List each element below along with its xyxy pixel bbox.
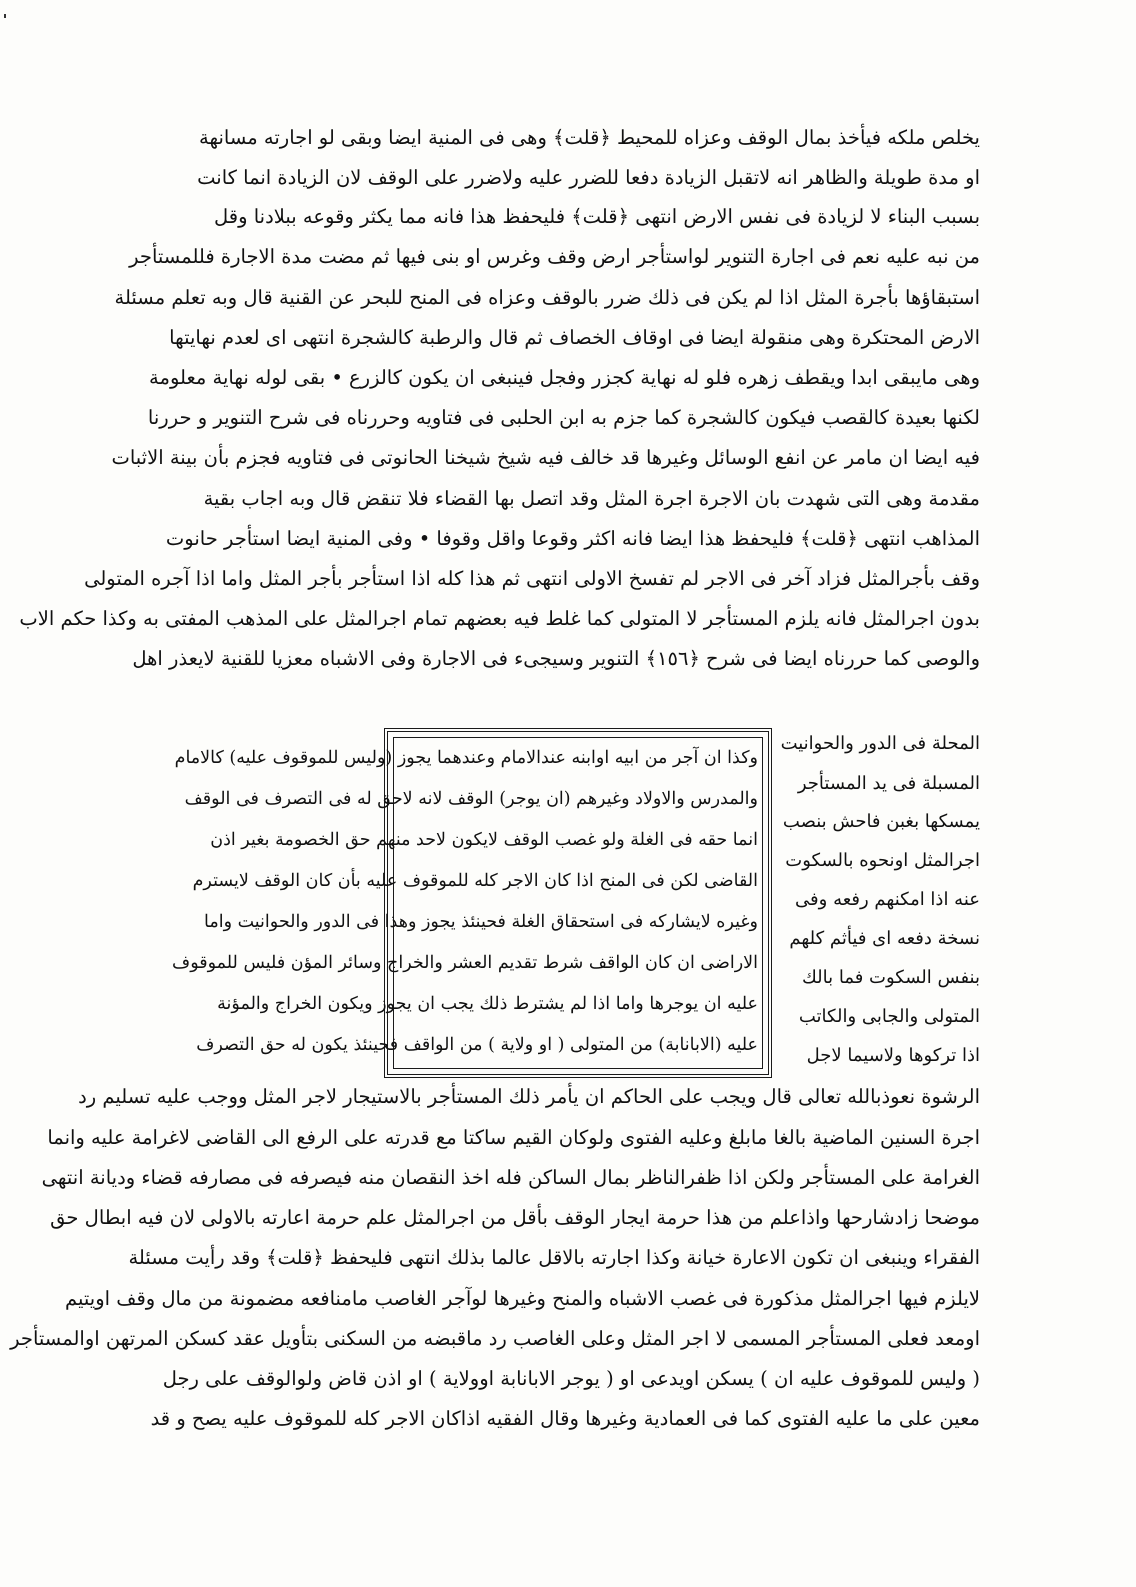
text-line: الغرامة على المستأجر ولكن اذا ظفرالناظر بمال الساكن فله اخذ النقصان منه فيصرفه فى مصارفه قضاء وديانة انتهى [41,1166,980,1189]
text-line: عنه اذا امكنهم رفعه وفى [795,889,980,910]
text-line: الفقراء وينبغى ان تكون الاعارة خيانة وكذا اجارته بالاقل عالما بذلك انتهى فليحفظ ﴿قلت﴾ وقد رأيت مسئلة [128,1246,980,1269]
text-line: اجرة السنين الماضية بالغا مابلغ وعليه الفتوى ولوكان القيم ساكتا مع قدرته على الرفع الى القاضى لاغرامة عليه وانما [47,1126,980,1149]
text-line: والمدرس والاولاد وغيرهم (ان يوجر) الوقف لانه لاحق له فى التصرف فى الوقف [184,789,758,809]
text-line: من نبه عليه نعم فى اجارة التنوير لواستأجر ارض وقف وغرس او بنى فيها ثم مضت مدة الاجارة فللمستأجر [129,245,980,268]
text-line: وغيره لايشاركه فى استحقاق الغلة فحينئذ يجوز وهذا فى الدور والحوانيت واما [204,912,758,932]
text-line: الارض المحتكرة وهى منقولة ايضا فى اوقاف الخصاف ثم قال والرطبة كالشجرة انتهى اى لعدم نهايتها [169,326,980,349]
text-line: بدون اجرالمثل فانه يلزم المستأجر لا المتولى كما غلط فيه بعضهم تمام اجرالمثل على المذهب المفتى به وكذا حكم الاب [19,607,980,630]
text-line: معين على ما عليه الفتوى كما فى العمادية وغيرها وقال الفقيه اذاكان الاجر كله للموقوف عليه يصح و قد [150,1407,980,1430]
text-line: يخلص ملكه فيأخذ بمال الوقف وعزاه للمحيط ﴿قلت﴾ وهى فى المنية ايضا وبقى لو اجارته مسانهة [199,126,980,149]
text-line: والوصى كما حررناه ايضا فى شرح ﴿١٥٦﴾ التنوير وسيجىء فى الاجارة وفى الاشباه معزيا للقنية لايعذر اهل [132,647,980,670]
text-line: اجرالمثل اونحوه بالسكوت [785,850,980,871]
text-line: المحلة فى الدور والحوانيت [780,733,980,754]
text-line: اذا تركوها ولاسيما لاجل [806,1045,980,1066]
text-line: وهى مايبقى ابدا ويقطف زهره فلو له نهاية كجزر وفجل فينبغى ان يكون كالزرع • بقى لوله نهاية معلومة [149,366,980,389]
text-line: استبقاؤها بأجرة المثل اذا لم يكن فى ذلك ضرر بالوقف وعزاه فى المنح للبحر عن القنية قال وبه تعلم مسئلة [114,286,980,309]
text-line: موضحا زادشارحها واذاعلم من هذا حرمة ايجار الوقف بأقل من اجرالمثل علم حرمة اعارته بالاولى لان فيه ابطال حق [50,1206,980,1229]
text-line: المتولى والجابى والكاتب [798,1006,980,1027]
text-line: الاراضى ان كان الواقف شرط تقديم العشر والخراج وسائر المؤن فليس للموقوف [172,953,758,973]
text-line: القاضى لكن فى المنح اذا كان الاجر كله للموقوف عليه بأن كان الوقف لايسترم [192,871,758,891]
scan-mark [4,14,6,18]
text-line: ( وليس للموقوف عليه ان ) يسكن اويدعى او ( يوجر الابانابة اوولاية ) او اذن قاض ولوالوقف على رجل [162,1367,980,1390]
text-line: عليه ان يوجرها واما اذا لم يشترط ذلك يجب ان يجوز ويكون الخراج والمؤنة [217,994,758,1014]
text-line: وقف بأجرالمثل فزاد آخر فى الاجر لم تفسخ الاولى انتهى ثم هذا كله اذا استأجر بأجر المثل واما اذا آجره المتولى [84,567,980,590]
text-line: نسخة دفعه اى فيأثم كلهم [789,928,980,949]
text-line: يمسكها بغبن فاحش بنصب [782,811,980,832]
text-line: مقدمة وهى التى شهدت بان الاجرة اجرة المثل وقد اتصل بها القضاء فلا تنقض قال وبه اجاب بقية [203,487,980,510]
text-line: لايلزم فيها اجرالمثل مذكورة فى غصب الاشباه والمنح وغيرها لوآجر الغاصب مامنافعه مضمونة من مال وقف اويتيم [65,1287,980,1310]
text-line: فيه ايضا ان مامر عن انفع الوسائل وغيرها قد خالف فيه شيخ شيخنا الحانوتى فى فتاويه فجزم بأن بينة الاثبات [111,446,980,469]
text-line: انما حقه فى الغلة ولو غصب الوقف لايكون لاحد منهم حق الخصومة بغير اذن [210,830,758,850]
text-line: عليه (الابانابة) من المتولى ( او ولاية ) من الواقف فحينئذ يكون له حق التصرف [196,1035,758,1055]
text-line: المذاهب انتهى ﴿قلت﴾ فليحفظ هذا ايضا فانه اكثر وقوعا واقل وقوفا • وفى المنية ايضا استأجر حانوت [165,527,980,550]
text-line: وكذا ان آجر من ابيه اوابنه عندالامام وعندهما يجوز (وليس للموقوف عليه) كالامام [174,748,758,768]
text-line: بنفس السكوت فما بالك [801,967,980,988]
text-line: اومعد فعلى المستأجر المسمى لا اجر المثل وعلى الغاصب رد ماقبضه من السكنى بتأويل عقد كسكن المرتهن اوالمستأجر [10,1327,980,1350]
text-line: لكنها بعيدة كالقصب فيكون كالشجرة كما جزم به ابن الحلبى فى فتاويه وحررناه فى شرح التنوير و حررنا [147,406,980,429]
text-line: الرشوة نعوذبالله تعالى قال ويجب على الحاكم ان يأمر ذلك المستأجر بالاستيجار لاجر المثل ووجب عليه تسليم رد [78,1085,980,1108]
text-line: او مدة طويلة والظاهر انه لاتقبل الزيادة دفعا للضرر عليه ولاضرر على الوقف لان الزيادة انما كانت [197,166,980,189]
text-line: المسبلة فى يد المستأجر [797,773,980,794]
boxed-note [172,728,772,1078]
text-line: بسبب البناء لا لزيادة فى نفس الارض انتهى ﴿قلت﴾ فليحفظ هذا فانه مما يكثر وقوعه ببلادنا وقل [214,205,980,228]
